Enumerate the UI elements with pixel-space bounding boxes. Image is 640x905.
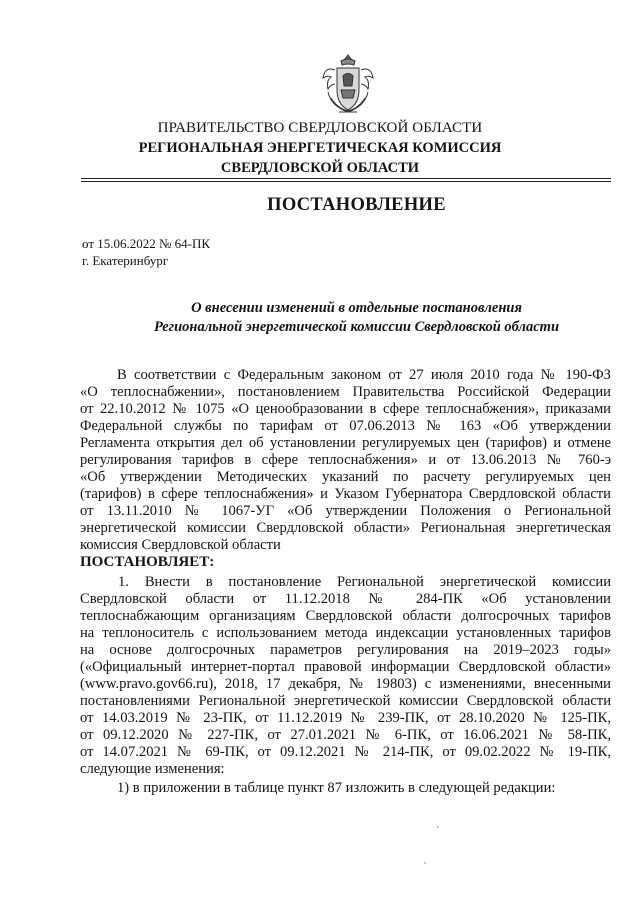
item-1-line: на основе долгосрочных параметров регулирования на 2019–2023 годы» [80,642,611,658]
item-1-line: («Официальный интернет-портал правовой информации Свердловской области» [80,659,611,675]
header-divider-top [81,178,611,179]
issuer-government-title: ПРАВИТЕЛЬСТВО СВЕРДЛОВСКОЙ ОБЛАСТИ [157,120,483,136]
preamble-line: от 13.11.2010 № 1067-УГ «Об утверждении Положения о Региональной [80,503,611,519]
issuer-commission-title: РЕГИОНАЛЬНАЯ ЭНЕРГЕТИЧЕСКАЯ КОМИССИЯ [138,140,502,156]
item-1-line: от 14.07.2021 № 69-ПК, от 09.12.2021 № 214-ПК, от 09.02.2022 № 19-ПК, [80,744,611,760]
preamble-line: Регламента открытия дел об установлении регулируемых цен (тарифов) и отмене [80,435,611,451]
preamble-line: от 22.10.2012 № 1075 «О ценообразовании в сфере теплоснабжения», приказами [80,401,611,417]
item-1-line: от 09.12.2020 № 227-ПК, от 27.01.2021 № 6-ПК, от 16.06.2021 № 58-ПК, [80,727,611,743]
coat-of-arms-emblem [319,52,377,118]
preamble-line: (тарифов) в сфере теплоснабжения» и Указом Губернатора Свердловской области [80,486,611,502]
document-subject-line: О внесении изменений в отдельные постановления [191,300,522,316]
preamble-line: «Об утверждении Методических указаний по расчету регулируемых цен [80,469,611,485]
decree-heading: ПОСТАНОВЛЯЕТ: [80,554,215,570]
issuer-region-title: СВЕРДЛОВСКОЙ ОБЛАСТИ [220,160,420,176]
document-city: г. Екатеринбург [82,253,169,268]
document-type-heading: ПОСТАНОВЛЕНИЕ [267,195,446,215]
item-1-line: следующие изменения: [80,761,225,777]
item-1-line: на теплоноситель с использованием метода индексации установленных тарифов [80,625,611,641]
preamble-line: энергетической комиссии Свердловской области» Региональная энергетическая [80,520,611,536]
document-date-number: от 15.06.2022 № 64-ПК [82,236,211,251]
preamble-line: регулирования тарифов в сфере теплоснабжения» и от 13.06.2013 № 760-э [80,452,611,468]
document-subject-line: Региональной энергетической комиссии Свердловской области [153,319,560,335]
item-1-line: Свердловской области от 11.12.2018 № 284-ПК «Об установлении [80,591,611,607]
scan-speck [424,862,426,864]
preamble-line: комиссия Свердловской области [80,537,281,553]
item-1-line: (www.pravo.gov66.ru), 2018, 17 декабря, № 19803) с изменениями, внесенными [80,676,611,692]
preamble-line: «О теплоснабжении», постановлением Правительства Российской Федерации [80,384,611,400]
subitem-1-line: 1) в приложении в таблице пункт 87 изложить в следующей редакции: [117,780,556,796]
item-1-line: теплоснабжающим организациям Свердловской области долгосрочных тарифов [80,608,611,624]
item-1-line: от 14.03.2019 № 23-ПК, от 11.12.2019 № 239-ПК, от 28.10.2020 № 125-ПК, [80,710,611,726]
preamble-line: Федеральной службы по тарифам от 07.06.2013 № 163 «Об утверждении [80,418,611,434]
scan-speck [437,826,439,828]
item-1-line: 1. Внести в постановление Региональной энергетической комиссии [118,574,611,590]
item-1-line: постановлениями Региональной энергетической комиссии Свердловской области [80,693,611,709]
header-divider-bottom [81,181,611,182]
preamble-line: В соответствии с Федеральным законом от 27 июля 2010 года № 190-ФЗ [117,367,611,383]
